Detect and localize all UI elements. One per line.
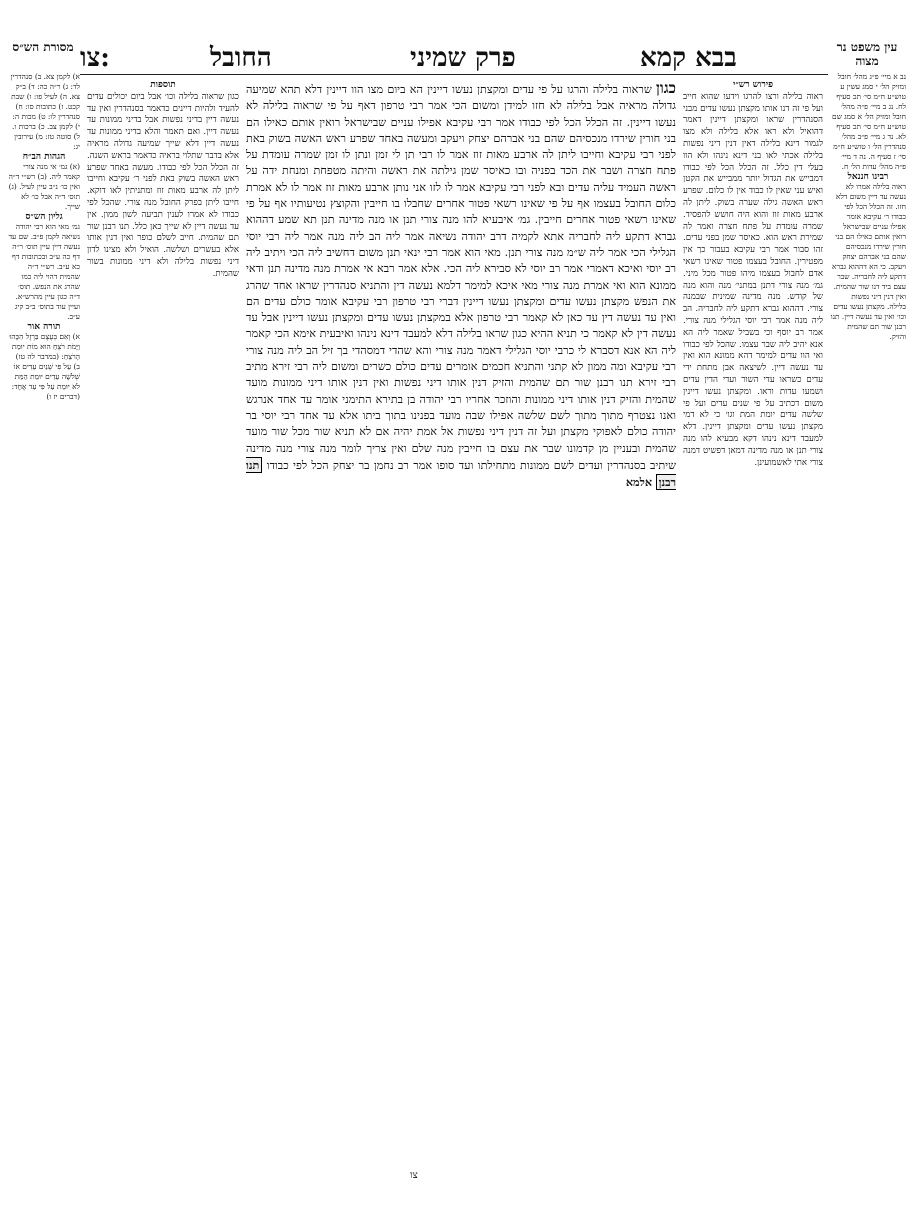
ein-mishpat-notes: נב א מיי׳ פ״ג מהל׳ חובל ומזיק הל׳ י סמג עשין ע טוש״ע ח״מ סי׳ תכ סעיף לח. נג ב מיי׳ פ״ה מהל׳ חובל ומזיק הל׳ א סמג שם טוש״ע ח״מ סי׳ תכ סעיף לא. נד ג מיי׳ פ״ב מהל׳ סנהדרין הל׳ ו טוש״ע ח״מ סי׳ ז סעיף ה. נה ד מיי׳ פ״ה מהל׳ עדות הל׳ ח. [832, 72, 906, 171]
hagahot-title: הגהות הב״ח [22, 152, 66, 162]
gilyon-title: גליון הש״ס [25, 212, 63, 222]
gemara-text [246, 80, 676, 491]
page-header [80, 40, 840, 76]
rashi-column [683, 80, 823, 1170]
hagahot-notes: (א) גמ׳ אי מנה צורי קאמר ליה. (ב) רש״י ד״ה ואין כו׳ נ״ב עיין לעיל. (ג) תוס׳ ד״ה אבל כו׳ לא שייך. [8, 162, 80, 211]
torah-or-title: תורה אור [27, 322, 61, 332]
torah-or-notes: א) וְאִם בְּעֶצֶם בַּרְזֶל הִכָּהוּ וַיָּמֹת רֹצֵחַ הוּא מוֹת יוּמַת הָרֹצֵחַ: (במדבר לה טז) ב) עַל פִּי שְׁנַיִם עֵדִים אוֹ שְׁלֹשָׁה עֵדִים יוּמַת הַמֵּת לֹא יוּמַת עַל פִּי עֵד אֶחָד: (דברים יז ו) [9, 332, 80, 401]
opening-word: כגון [656, 80, 676, 97]
left-margin-title: מסורת הש״ס [12, 40, 74, 54]
tractate-name: בבא קמא [640, 43, 737, 73]
tosafot-column [87, 80, 239, 1170]
rabbeinu-chananel-title: רבינו חננאל [847, 172, 889, 182]
tosafot-text: כגון שראוה בלילה וכו׳ אבל ביום יכולים עדים להעיד ולהיות דיינים כדאמר בסנהדרין ואין עד נעשה דיין בדיני נפשות אבל בדיני ממונות עד נעשה דיין. ואם תאמר והלא בדיני ממונות עד נעשה דיין דלא שייך שמיעה גדולה מראיה אלא בדבר שתלוי בראיה כדאמר בראש השנה. זה הכלל הכל לפי כבודו. מעשה באחד שפרע ראש האשה בשוק באת לפני ר׳ עקיבא וחייבו ליתן לה ארבע מאות זוז ומתניתין לאו דוקא. חייבו ליתן בפרק החובל מנה צורי. שהכל לפי כבודו לא אמרו לענין תביעה לשון ממון. אין עד נעשה דיין לא שייך כאן כלל. תנו רבנן שור תם שהמית. חייב לשלם כופר ואין דנין אותו אלא בעשרים ושלשה. הואיל ולא מצינו לדון דיני נפשות בלילה ולא דיני ממונות בשור שהמית. [87, 91, 239, 279]
rashi-title: פירוש רש״י [732, 80, 774, 90]
daf-number: צו: [80, 43, 110, 73]
left-margin [8, 72, 80, 1182]
closing-word: אלמא [625, 475, 653, 490]
gilyon-notes: גמ׳ מאי הוא רבי יהודה נשיאה לקמן פ״ב. שם עד נעשה דיין עיין תוס׳ ר״ה דף כה ע״ב ובכתובות דף כא ע״ב. רש״י ד״ה שהמית דהוי ליה כמו שהרג את הנפש. תוס׳ ד״ה כגון עיין מהרש״א. ועיין עוד בתוס׳ ב״ב קיג ע״ב. [8, 222, 80, 321]
gemara-column [246, 80, 676, 1175]
right-margin-title: עין משפט נר מצוה [836, 40, 898, 68]
rashi-text: ראוה בלילה ורצו להרגו וידעו שהוא חייב ועל פי זה דנו אותו מקצתן נעשו עדים מבני הסנהדרין שראו ומקצתן דיינין דאמר דהואיל ולא ראו אלא בלילה ולא מצו לגמור דינא בלילה דאין דנין דיני נפשות בלילה אכתי לאו בני דינא נינהו ולא הוו בעלי דין כלל. זה הכלל הכל לפי כבודו דמבייש את הגדול יותר ממבייש את הקטן ואיש עני שאין לו כבוד אין לו כלום. שפרע ראש האשה גילה שערה בשוק. ליתן לה ארבע מאות זוז והוא היה חושש להפסיד. שמרה עומדת על פתח חצרה ואמר לה שמירת ראש הוא. כאיסר שמן בפני עדים. זהו סבור אמר רבי עקיבא בעבור כך אין מפטירין. החובל בעצמו פטור שאינו רשאי אדם לחבול בעצמו מיהו פטור מכל מיני. גמ׳ מנה צורי דתנן במתני׳ מנה והוא מנה של קודש. מנה מדינה שמינית שבמנה צורי. דההוא גברא דתקע ליה לחבריה. הב ליה מנה אמר רבי יוסי הגלילי מנה צורי. אמר רב יוסף וכי בשביל שאמר ליה הא אנא יהיב ליה שבר עצמו. שהכל לפי כבודו ואי הוו עדים למימר דהא ממונא הוא ואין עד נעשה דיין. לשיצאה אבן מתחת ידי עדים כשראו עדי השור ועדי הדין עדים ושמעו עדות וראו. ומקצתן נעשו דיינין משום דכתיב על פי שנים עדים ועל פי שלשה עדים יומת המת וגו׳ כי לא דמי מקצתן נעשו עדים ומקצתן דיינין. דלא למעבד דינא נינהו דקא מבעיא להו מנה צורי תנן או מנה מדינה דמאן דפשיט דמנה צורי אתי לאשמועינן. [683, 91, 823, 468]
folio-number: צו [410, 1170, 418, 1181]
right-margin [830, 72, 906, 1182]
boxed-word: תנו רבנן [246, 457, 676, 490]
gemara-body: שראוה בלילה והרגו על פי עדים ומקצתן נעשו דיינין הא ביום מצו הוו דיינין דלא תהא שמיעה גדולה מראיה אבל בלילה לא חזו למידן ומשום הכי אמר רבי טרפון דאף על פי שראוה בלילה לא נעשו דיינין. זה הכלל הכל לפי כבודו אמר רבי עקיבא אפילו עניים שבישראל רואין אותם כאילו הם בני חורין שירדו מנכסיהם שהם בני אברהם יצחק ויעקב ומעשה באחד שפרע ראש האשה בשוק באת לפני רבי עקיבא וחייבו ליתן לה ארבע מאות זוז אמר לו רבי תן לי זמן ונתן לו זמן שמרה עומדת על פתח חצרה ושבר את הכד בפניה ובו כאיסר שמן גילתה את ראשה והיתה מטפחת ומנחת ידה על ראשה העמיד עליה עדים ובא לפני רבי עקיבא אמר לו לזו אני נותן ארבע מאות זוז אמר לו לא אמרת כלום החובל בעצמו אף על פי שאינו רשאי פטור אחרים שחבלו בו חייבין והקוצץ נטיעותיו אף על פי שאינו רשאי פטור אחרים חייבין. גמ׳ איבעיא להו מנה צורי תנן או מנה מדינה תנן תא שמע דההוא גברא דתקע ליה לחבריה אתא לקמיה דרב יהודה נשיאה אמר ליה הב ליה מנה אמר ליה רבי יוסי הגלילי הכי אמר ליה ש״מ מנה צורי תנן. מאי הוא אמר רבי ינאי תנן משום דחשיב ליה הכי ויתיב ליה רב יוסי ואיכא דאמרי אמר רב יוסי לא סבירא ליה הכי. אלא אמר רבא אי אמרת מנה מדינה תנן ודאי ממונא הוא ואי אמרת מנה צורי מאי איכא למימר דלמא נעשה דין והתניא סנהדרין שראו אחד שהרג את הנפש מקצתן נעשו עדים ומקצתן נעשו דיינין דברי רבי טרפון רבי עקיבא אומר כולם עדים הם ואין עד נעשה דין עד כאן לא קאמר רבי טרפון אלא במקצתן נעשו עדים ומקצתן נעשו דיינין אבל עד נעשה דין לא קאמר כי תניא ההיא כגון שראו בלילה דלא למעבד דינא נינהו ואיבעית אימא הכי קאמר ליה הא אנא דסברא לי כרבי יוסי הגלילי דאמר מנה צורי והא שהדי דמסהדי בך זיל הב ליה מנה צורי רבי עקיבא ומה ממון לא קתני והתניא חכמים אומרים עדים כולם כשרים ומשום ליה רבי זירא מתיב רבי זירא תנו רבנן שור תם שהמית והזיק דנין אותו דיני נפשות ואין דנין אותו דיני ממונות מועד שהמית והזיק דנין אותו דיני ממונות והוזכר אחריו רבי יהודה בן בתירא התימני אומר עד אחד אנרגש ואנו נצטרף מתוך מתוך לשם שלשה אפילו שבה מועד בפנינו בתוך ביתו אלא עד אחד רבי יוסי בר יהודה כולם לאפוקי מקצתן ועל זה דנין דיני נפשות אל אמת יהיה אם לא תניא שור מכל שור מועד שהמית ובעניין מן קדמונו שבר את עצם בו חייבין מנה שלם ואין צריך לומר מנה צורי מנה מדינה שיתיב בסנהדרין ועדים לשם ממונות מתחילתו ועד סופו אמר רב נחמן בר יצחק הכל לפי כבודו [246, 83, 676, 472]
tosafot-title: תוספות [150, 80, 176, 90]
rabbeinu-chananel-notes: ראוה בלילה אמרו לא נעשה עד דיין משום דלא חזו. זה הכלל הכל לפי כבודו ר׳ עקיבא אומר אפילו עניים שבישראל רואין אותם כאילו הם בני חורין שירדו מנכסיהם שהם בני אברהם יצחק ויעקב. כי הא דההוא גברא דתקע ליה לחבריה. שבר עצם ביד דנו שור שהמית. ואין דנין דיני נפשות בלילה. מקצתן נעשו עדים וכו׳ ואין עד נעשה דיין. תנו רבנן שור תם שהמית והזיק. [830, 182, 906, 341]
perek-label: פרק שמיני [410, 43, 516, 73]
header-rule [80, 74, 828, 75]
chapter-title: החובל [210, 43, 272, 73]
masoret-notes: א) לקמן צא. ב) סנהדרין לד: ג) ר״ה כה: ד) ב״ק צא. ה) לעיל פו: ו) שבת קכט. ז) כתובות סו: ח) סנהדרין לו: ט) מכות ה: י) לקמן צב. כ) ברכות ו. ל) סוטה טז: מ) עירובין יג: [10, 72, 80, 151]
